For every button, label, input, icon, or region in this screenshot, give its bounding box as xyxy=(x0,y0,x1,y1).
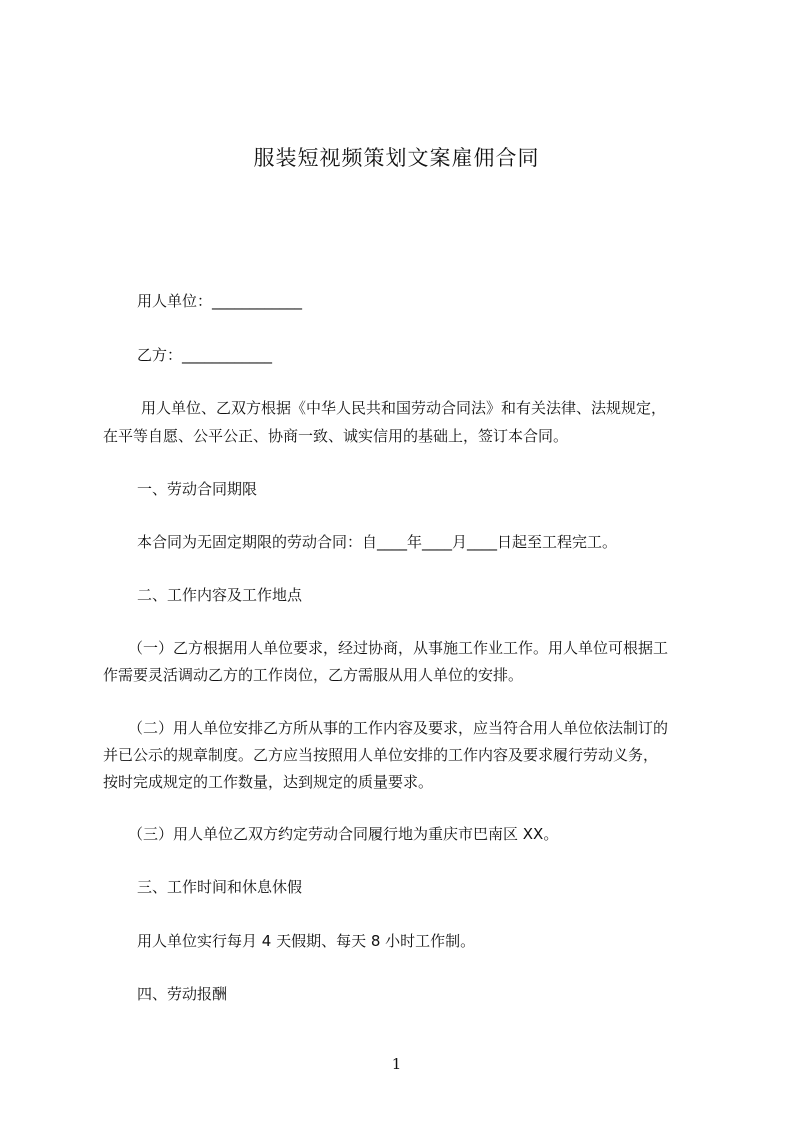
section-1-text: 本合同为无固定期限的劳动合同：自____年____月____日起至工程完工。 xyxy=(137,533,618,551)
section-2-item-1-line-2: 作需要灵活调动乙方的工作岗位，乙方需服从用人单位的安排。 xyxy=(103,666,524,684)
section-2-item-2-line-3: 按时完成规定的工作数量，达到规定的质量要求。 xyxy=(103,773,434,791)
document-title: 服装短视频策划文案雇佣合同 xyxy=(253,146,540,170)
section-2-heading: 二、工作内容及工作地点 xyxy=(137,586,303,604)
section-2-item-2-line-1: （二）用人单位安排乙方所从事的工作内容及要求，应当符合用人单位依法制订的 xyxy=(128,719,669,737)
section-1-heading: 一、劳动合同期限 xyxy=(137,480,258,498)
section-4-heading: 四、劳动报酬 xyxy=(137,985,228,1003)
party-b-field: 乙方：____________ xyxy=(137,346,273,364)
intro-line-2: 在平等自愿、公平公正、协商一致、诚实信用的基础上，签订本合同。 xyxy=(103,427,569,445)
section-2-item-2-line-2: 并已公示的规章制度。乙方应当按照用人单位安排的工作内容及要求履行劳动义务， xyxy=(103,746,659,764)
section-2-item-3: （三）用人单位乙双方约定劳动合同履行地为重庆市巴南区 XX。 xyxy=(128,825,559,843)
employer-field: 用人单位：____________ xyxy=(137,292,303,310)
section-3-heading: 三、工作时间和休息休假 xyxy=(137,878,303,896)
section-3-text: 用人单位实行每月 4 天假期、每天 8 小时工作制。 xyxy=(137,932,476,950)
section-2-item-1-line-1: （一）乙方根据用人单位要求，经过协商，从事施工作业工作。用人单位可根据工 xyxy=(128,639,669,657)
intro-line-1: 用人单位、乙双方根据《中华人民共和国劳动合同法》和有关法律、法规规定， xyxy=(141,399,667,417)
page-number: 1 xyxy=(391,1055,402,1073)
